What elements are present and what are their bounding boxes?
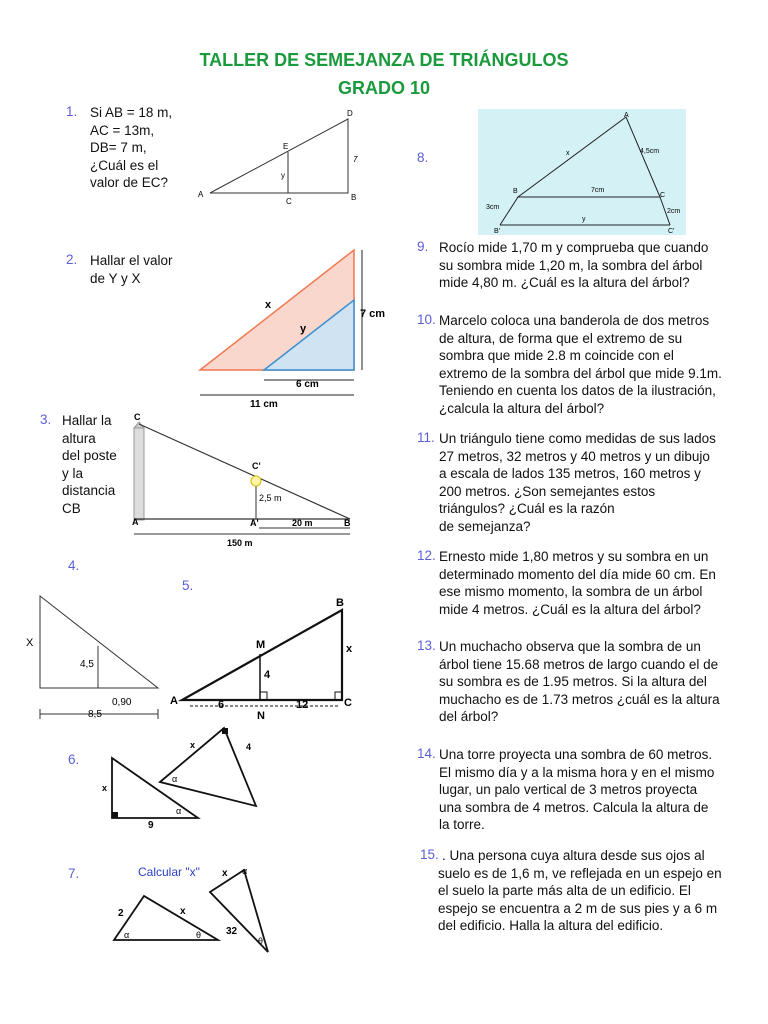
problem-12-text (439, 548, 723, 618)
label-2: 2 (118, 908, 124, 919)
label-7cm: 7cm (591, 187, 605, 194)
text-line: distancia (62, 483, 116, 498)
label-x: X (26, 637, 34, 649)
text-line: muchacho es de 1.73 metros ¿cuál es la altura (439, 691, 720, 707)
label-4: 4 (246, 742, 252, 752)
label-b: B (344, 518, 351, 528)
label-a: A (132, 517, 139, 527)
problem-number: 7. (68, 866, 80, 881)
problem-number: 15. (420, 847, 439, 862)
problem-3-figure (128, 408, 368, 550)
label-6: 6 (218, 699, 225, 711)
text-line: a escala de lados 135 metros, 160 metros y (439, 466, 701, 481)
label-height: 2,5 m (259, 493, 282, 503)
text-line: 200 metros. ¿Son semejantes estos (439, 483, 656, 499)
label-x: x (265, 299, 272, 311)
label-12: 12 (296, 699, 309, 711)
text-line: valor de EC? (90, 175, 169, 190)
label-seven: 7 (353, 155, 358, 164)
problem-6-figure (96, 724, 276, 834)
problem-number: 8. (417, 150, 429, 165)
caption: Calcular "x" (138, 865, 200, 879)
text-line: Rocío mide 1,70 m y comprueba que cuando (439, 240, 709, 255)
label-c: C (286, 197, 292, 206)
text-line: Marcelo coloca una banderola de dos metros (439, 313, 710, 328)
right-angle-mark (260, 692, 267, 700)
text-line: Hallar el valor (90, 253, 173, 268)
text-line: árbol tiene 15.68 metros de largo cuando el de (439, 656, 719, 672)
label-c: C (134, 412, 141, 422)
label-0-90: 0,90 (112, 697, 132, 708)
label-alpha-1: α (176, 806, 182, 816)
problem-7-figure (106, 858, 286, 968)
label-3cm: 3cm (486, 204, 500, 211)
problem-number: 14. (417, 746, 436, 761)
text-line: Teniendo en cuenta los datos de la ilustración, (439, 383, 716, 398)
label-x-1: x (102, 783, 108, 793)
problem-15-text (438, 847, 724, 935)
label-a: A (624, 112, 629, 119)
text-line: su sombra es de 1.95 metros. Si la altura del (439, 674, 707, 689)
problem-number: 5. (182, 578, 194, 593)
label-e: E (283, 142, 289, 151)
label-150: 150 m (227, 538, 253, 548)
problem-number: 12. (417, 548, 436, 563)
label-y: y (582, 216, 586, 223)
label-c-prime: C' (668, 228, 675, 235)
problem-number: 9. (417, 239, 429, 254)
text-line: de semejanza? (439, 518, 531, 534)
page-subtitle: GRADO 10 (337, 78, 431, 98)
text-line: Si AB = 18 m, (90, 105, 173, 120)
text-line: y la (62, 465, 84, 481)
text-line: el suelo la parte más alta de un edificio. El (438, 883, 691, 898)
problem-1-text (90, 104, 200, 192)
label-8-5: 8,5 (88, 709, 102, 720)
problem-number: 1. (66, 104, 78, 119)
problem-2-text (90, 252, 200, 287)
label-b: B (513, 188, 518, 195)
text-line: triángulos? ¿Cuál es la razón (439, 501, 615, 516)
text-line: Hallar la (62, 413, 112, 428)
text-line: Un triángulo tiene como medidas de sus lados (439, 431, 716, 446)
problem-number: 13. (417, 638, 436, 653)
pole (134, 428, 144, 520)
label-c-prime: C' (252, 461, 261, 471)
problem-14-text (439, 746, 723, 834)
label-m: M (256, 639, 266, 651)
text-line: Un muchacho observa que la sombra de un (439, 639, 701, 654)
text-line: Una torre proyecta una sombra de 60 metros. (439, 747, 713, 762)
label-x-2: x (222, 868, 228, 879)
label-20: 20 m (292, 518, 313, 528)
label-c: C (660, 192, 666, 199)
label-a: A (170, 695, 178, 707)
text-line: DB= 7 m, (90, 140, 147, 155)
label-base-6: 6 cm (296, 379, 319, 390)
label-b: B (351, 193, 357, 202)
text-line: 27 metros, 32 metros y 40 metros y un dibujo (439, 448, 710, 464)
problem-11-text (439, 430, 723, 535)
problem-number: 2. (66, 252, 78, 267)
shadow-line (139, 424, 350, 519)
label-n: N (257, 710, 265, 722)
problem-number: 6. (68, 752, 80, 767)
text-line: del poste (62, 448, 117, 463)
label-y: y (300, 323, 307, 335)
label-b-prime: B' (494, 228, 501, 235)
label-base-11: 11 cm (250, 399, 278, 410)
text-line: sombra que mide 2.8 m coincide con el (439, 348, 674, 363)
label-x: x (346, 643, 353, 655)
label-4-5: 4,5 (80, 659, 94, 670)
label-a-prime: A' (250, 518, 259, 528)
label-2cm: 2cm (667, 208, 681, 215)
text-line: del árbol? (439, 709, 499, 724)
text-line: El mismo día y a la misma hora y en el mismo (439, 764, 715, 780)
label-b: B (336, 597, 344, 609)
label-d: D (347, 109, 353, 118)
triangle (40, 596, 158, 688)
label-a: A (198, 190, 204, 199)
text-line: de altura, de forma que el extremo de su (439, 330, 683, 346)
text-line: lugar, un palo vertical de 3 metros proyecta (439, 782, 698, 797)
label-alpha-2: α (242, 866, 248, 876)
problem-13-text (439, 638, 723, 726)
text-line: una sombra de 4 metros. Calcula la altura de (439, 799, 709, 815)
text-line: de Y y X (90, 270, 141, 286)
problem-9-text (439, 239, 723, 292)
problem-4-figure (22, 590, 172, 725)
label-height: 7 cm (360, 308, 386, 320)
text-line: del edificio. Halla la altura del edificio. (438, 918, 664, 933)
right-angle-mark (222, 728, 228, 734)
text-line: espejo se encuentra a 2 m de sus pies y a 6 m (438, 900, 718, 916)
label-c: C (344, 697, 352, 709)
text-line: mide 4,80 m. ¿Cuál es la altura del árbol? (439, 275, 690, 290)
problem-number: 11. (417, 430, 435, 445)
text-line: ese mismo momento, la sombra de un árbol (439, 584, 703, 599)
label-32: 32 (226, 926, 238, 937)
label-4: 4 (264, 669, 271, 681)
text-line: determinado momento del día mide 60 cm. En (439, 566, 716, 582)
text-line: ¿calcula la altura del árbol? (439, 400, 605, 416)
problem-8-figure (478, 109, 686, 235)
text-line: extremo de la sombra del árbol que mide 9.1m. (439, 365, 722, 381)
label-9: 9 (148, 820, 154, 831)
problem-number: 4. (68, 558, 80, 573)
label-x: x (566, 150, 570, 157)
triangle-1 (114, 896, 218, 940)
problem-3-text (62, 412, 132, 517)
light-icon (251, 476, 261, 486)
problem-5-figure (170, 594, 370, 726)
text-line: suelo es de 1,6 m, ve reflejada en un espejo en (438, 865, 722, 881)
label-y: y (281, 171, 285, 180)
problem-number: 10. (417, 312, 436, 327)
label-x-2: x (190, 740, 196, 750)
text-line: CB (62, 500, 81, 516)
text-line: altura (62, 430, 96, 446)
problem-number: 3. (40, 412, 52, 427)
label-theta-1: θ (196, 930, 202, 940)
big-triangle (182, 610, 342, 700)
text-line: la torre. (439, 817, 485, 832)
page-title: TALLER DE SEMEJANZA DE TRIÁNGULOS (199, 50, 569, 70)
label-theta-2: θ (258, 936, 264, 946)
text-line: . Una persona cuya altura desde sus ojos al (442, 848, 705, 863)
big-triangle (210, 119, 348, 193)
label-alpha-1: α (124, 930, 130, 940)
problem-1-figure (190, 105, 380, 215)
text-line: ¿Cuál es el (90, 157, 159, 173)
label-4-5cm: 4,5cm (640, 148, 660, 155)
problem-10-text (439, 312, 723, 417)
text-line: Ernesto mide 1,80 metros y su sombra en un (439, 549, 709, 564)
triangle-2 (160, 728, 256, 806)
text-line: su sombra mide 1,20 m, la sombra del árbol (439, 257, 703, 273)
label-alpha-2: α (172, 774, 178, 784)
text-line: mide 4 metros. ¿Cuál es la altura del árbol? (439, 601, 701, 617)
problem-2-figure (190, 245, 400, 415)
right-angle-mark (112, 812, 118, 818)
label-x-1: x (180, 906, 186, 917)
text-line: AC = 13m, (90, 122, 155, 138)
